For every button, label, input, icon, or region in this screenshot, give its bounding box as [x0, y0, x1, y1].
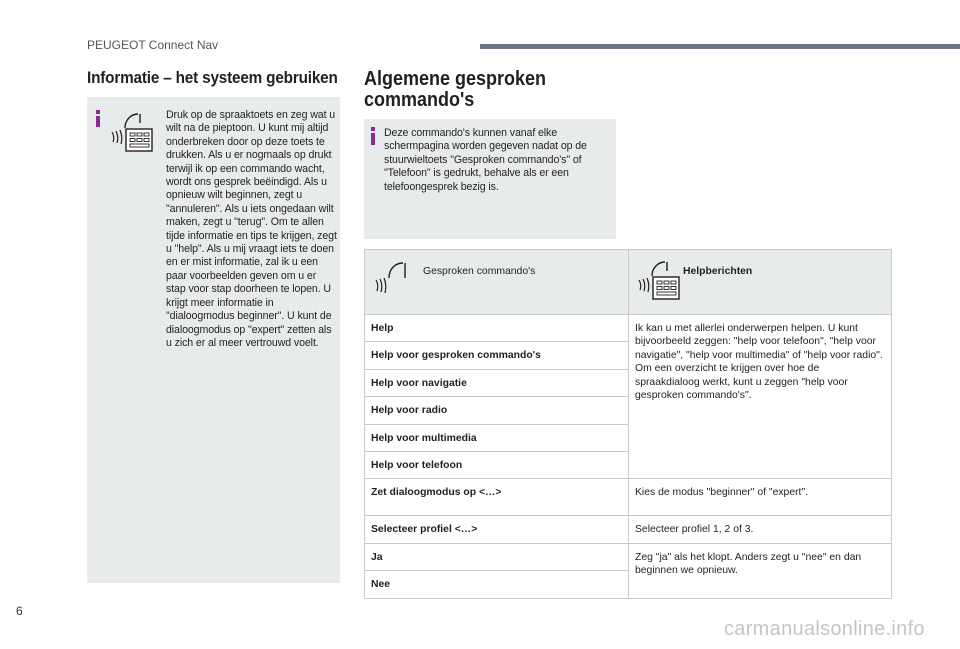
table-row [365, 516, 892, 543]
left-heading: Informatie – het systeem gebruiken [87, 68, 338, 87]
right-heading-line2: commando's [364, 89, 475, 111]
table-header-row [365, 250, 892, 315]
voice-button-icon [110, 110, 154, 152]
table-row [365, 315, 892, 342]
manual-title: PEUGEOT Connect Nav [87, 38, 219, 52]
col1-header: Gesproken commando's [423, 266, 536, 277]
header-bar [480, 44, 960, 49]
command-help-phone: Help voor telefoon [365, 452, 629, 479]
command-help-radio: Help voor radio [365, 397, 629, 424]
voice-icon [373, 258, 409, 294]
col1-header-cell [365, 250, 629, 315]
left-body-text: Druk op de spraaktoets en zeg wat u wilt na de pieptoon. U kunt mij altijd onderbreken door op deze toets te drukken. Als u er nogmaals op drukt terwijl ik op een commando wacht, wordt ons gesprek beëindigd. Als u opnieuw wilt beginnen, zegt u "annuleren". Als u iets ongedaan wilt maken, zegt u "terug". Om te allen tijde informatie en tips te krijgen, zegt u "help". Als u mij vraagt iets te doen en er mist informatie, zal ik u een paar voorbeelden geven om u er stap voor stap doorheen te lopen. U krijgt meer informatie in "dialoogmodus beginner". U kunt de dialoogmodus op "expert" zetten als u zich er al meer vertrouwd voelt. [166, 109, 337, 349]
watermark: carmanualsonline.info [724, 618, 925, 640]
command-no: Nee [365, 571, 629, 598]
right-info-text: Deze commando's kunnen vanaf elke schermpagina worden gegeven nadat op de stuurwieltoets "Gesproken commando's" of "Telefoon" is gedrukt, behalve als er een telefoongesprek bezig is. [384, 127, 587, 193]
info-icon [371, 127, 375, 145]
yes-no-message: Zeg "ja" als het klopt. Anders zegt u "nee" en dan beginnen we opnieuw. [629, 543, 892, 598]
command-help: Help [365, 315, 629, 342]
info-icon [96, 110, 100, 127]
command-select-profile: Selecteer profiel <…> [365, 516, 629, 543]
command-help-voice: Help voor gesproken commando's [365, 342, 629, 369]
command-dialog-mode: Zet dialoogmodus op <…> [365, 479, 629, 516]
page-number: 6 [16, 604, 23, 618]
right-heading [364, 69, 546, 111]
help-message: Ik kan u met allerlei onderwerpen helpen. U kunt bijvoorbeeld zeggen: "help voor telefoon", "help voor navigatie", "help voor multimedia" of "help voor radio". Om een overzicht te krijgen over hoe de spraakdialoog werkt, kunt u zeggen "help voor gesproken commando's". [629, 315, 892, 479]
command-help-multimedia: Help voor multimedia [365, 424, 629, 451]
table-row [365, 543, 892, 570]
table-row [365, 479, 892, 516]
right-heading-line1: Algemene gesproken [364, 68, 547, 90]
dialog-mode-message: Kies de modus "beginner" of "expert". [629, 479, 892, 516]
voice-command-table [364, 249, 892, 599]
voice-button-icon [637, 258, 681, 300]
col2-header-cell [629, 250, 892, 315]
command-help-navigation: Help voor navigatie [365, 369, 629, 396]
col2-header: Helpberichten [683, 266, 753, 277]
command-yes: Ja [365, 543, 629, 570]
profile-message: Selecteer profiel 1, 2 of 3. [629, 516, 892, 543]
